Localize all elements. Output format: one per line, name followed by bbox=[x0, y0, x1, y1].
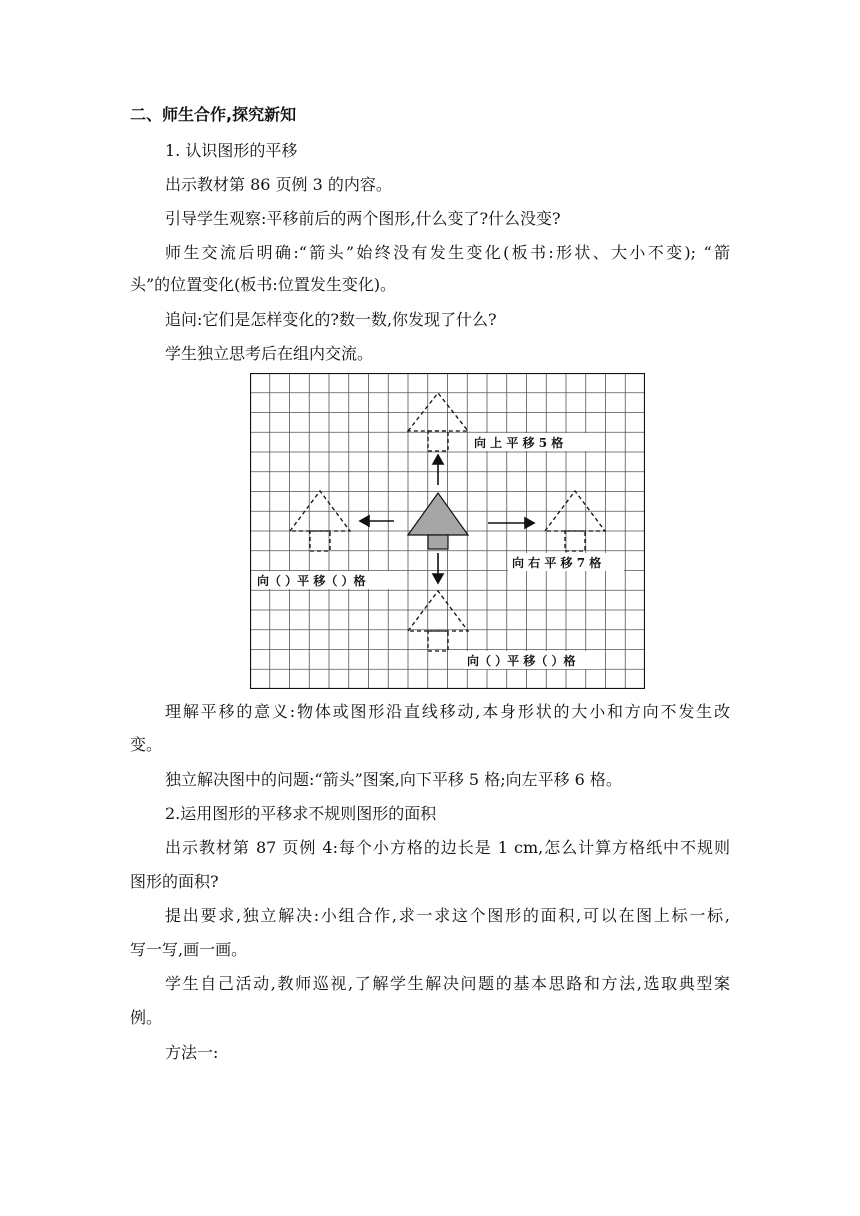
direction-arrow-down bbox=[433, 553, 443, 583]
paragraph: 写一写,画一画。 bbox=[130, 940, 248, 959]
subheading-area: 2.运用图形的平移求不规则图形的面积 bbox=[165, 804, 437, 823]
paragraph: 出示教材第 86 页例 3 的内容。 bbox=[165, 175, 392, 194]
subheading-translation: 1. 认识图形的平移 bbox=[165, 141, 298, 160]
original-arrow-shape bbox=[408, 493, 468, 549]
paragraph: 师生交流后明确:“箭头”始终没有发生变化(板书:形状、大小不变); “箭 bbox=[165, 243, 730, 262]
direction-arrow-left bbox=[360, 516, 394, 526]
paragraph: 方法一: bbox=[165, 1043, 219, 1062]
label-up: 向 上 平 移 5 格 bbox=[474, 436, 564, 450]
paragraph: 追问:它们是怎样变化的?数一数,你发现了什么? bbox=[165, 310, 497, 329]
paragraph: 引导学生观察:平移前后的两个图形,什么变了?什么没变? bbox=[165, 209, 561, 228]
arrow-moved-up bbox=[408, 393, 468, 451]
paragraph: 学生独立思考后在组内交流。 bbox=[165, 344, 374, 363]
label-left: 向（ ）平 移（ ）格 bbox=[257, 574, 366, 588]
paragraph: 学生自己活动,教师巡视,了解学生解决问题的基本思路和方法,选取典型案 bbox=[165, 974, 730, 993]
paragraph: 独立解决图中的问题:“箭头”图案,向下平移 5 格;向左平移 6 格。 bbox=[165, 770, 622, 789]
direction-arrow-up bbox=[433, 455, 443, 485]
translation-grid-figure bbox=[250, 373, 645, 689]
paragraph: 例。 bbox=[130, 1008, 163, 1027]
arrow-moved-right bbox=[545, 491, 605, 551]
arrow-moved-left bbox=[290, 491, 350, 551]
paragraph: 变。 bbox=[130, 735, 163, 754]
label-right: 向 右 平 移 7 格 bbox=[512, 556, 602, 570]
paragraph: 提出要求,独立解决:小组合作,求一求这个图形的面积,可以在图上标一标, bbox=[165, 906, 730, 925]
paragraph: 头”的位置变化(板书:位置发生变化)。 bbox=[130, 275, 397, 294]
paragraph: 图形的面积? bbox=[130, 872, 219, 891]
direction-arrow-right bbox=[488, 518, 534, 528]
label-down: 向（ ）平 移（ ）格 bbox=[467, 654, 576, 668]
paragraph: 出示教材第 87 页例 4:每个小方格的边长是 1 cm,怎么计算方格纸中不规则 bbox=[165, 838, 730, 857]
grid-svg bbox=[250, 373, 645, 689]
paragraph: 理解平移的意义:物体或图形沿直线移动,本身形状的大小和方向不发生改 bbox=[165, 702, 730, 721]
arrow-moved-down bbox=[408, 591, 468, 651]
section-heading: 二、师生合作,探究新知 bbox=[130, 105, 297, 124]
